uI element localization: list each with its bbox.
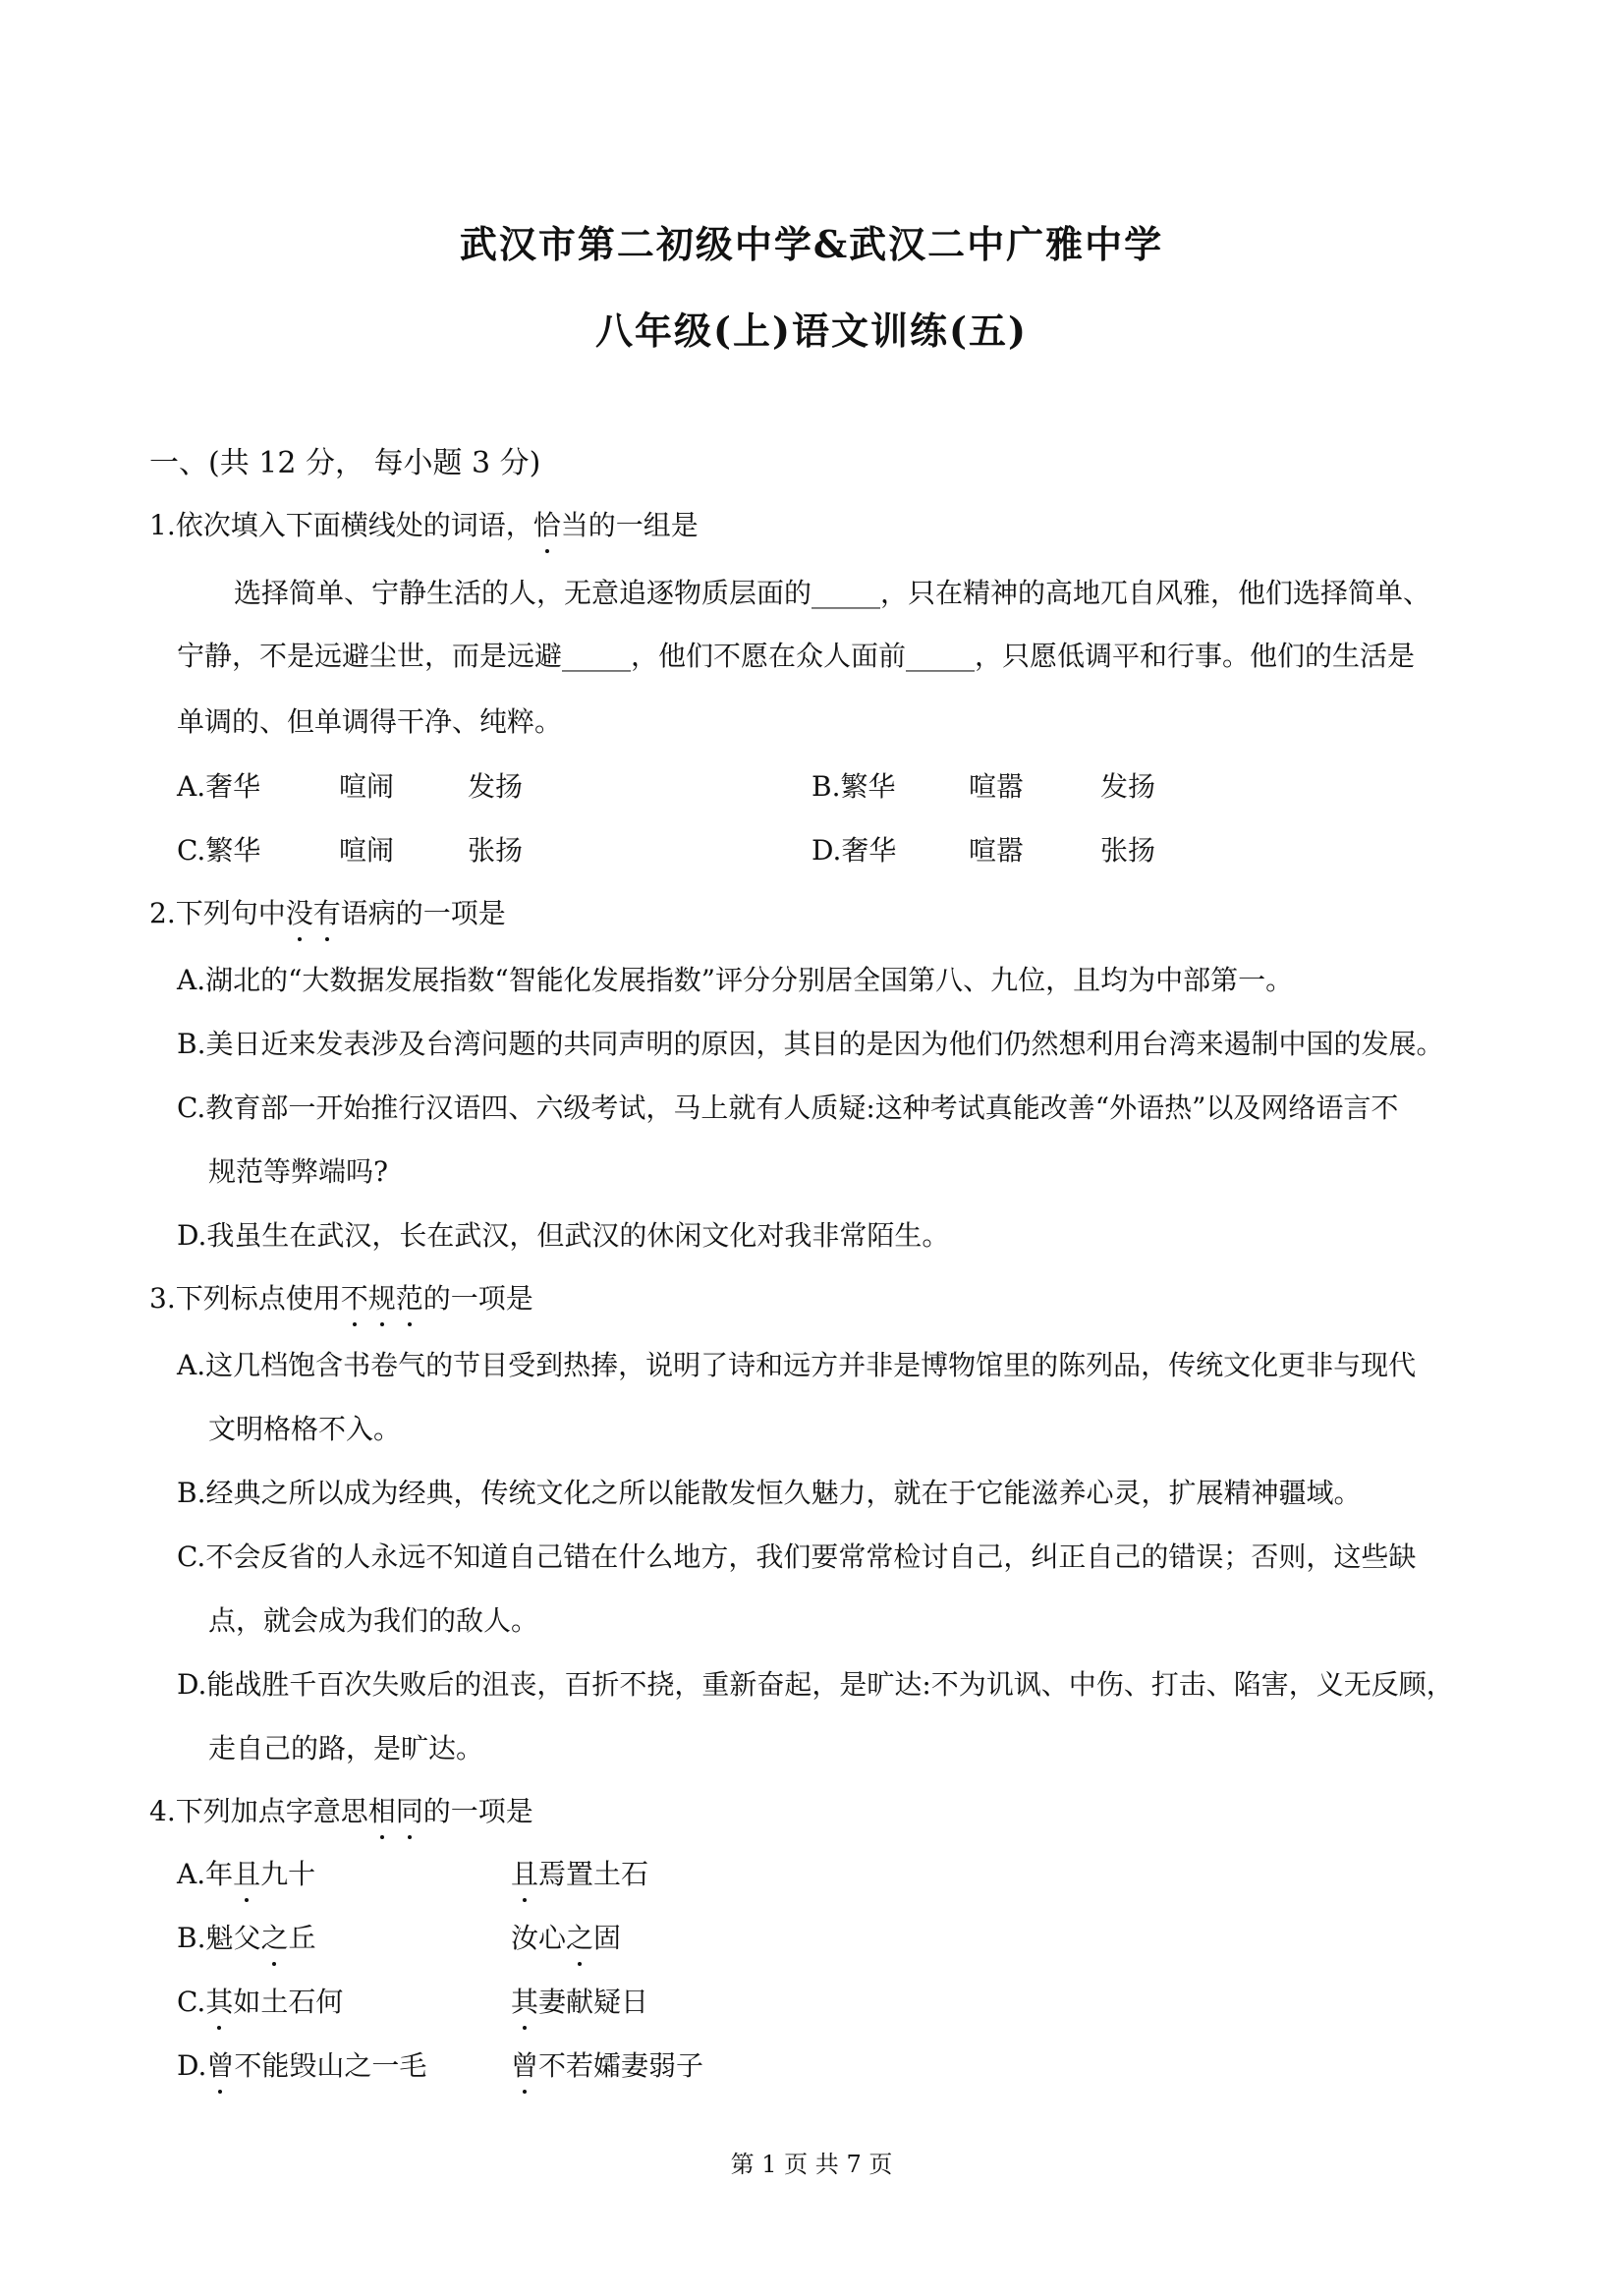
emphasis-char: 不 — [341, 1279, 368, 1318]
option-word: D.奢华 — [812, 834, 897, 867]
option-word: 发扬 — [1100, 770, 1156, 803]
stem-text: 语病的一项是 — [340, 897, 506, 929]
stem-text: 3.下列标点使用 — [149, 1282, 341, 1315]
question-3-option-d: D.能战胜千百次失败后的沮丧，百折不挠，重新奋起，是旷达:不为讥讽、中伤、打击、陷害，义无反顾， — [177, 1668, 1454, 1701]
stem-text: 1.依次填入下面横线处的词语， — [149, 509, 533, 541]
stem-text: 2.下列句中 — [149, 897, 286, 929]
question-1-option-c — [177, 831, 524, 870]
question-3-option-c-cont: 点，就会成为我们的敌人。 — [208, 1604, 539, 1637]
option-word: 喧闹 — [339, 770, 395, 803]
school-title: 武汉市第二初级中学&武汉二中广雅中学 — [459, 222, 1164, 266]
question-3-option-a: A.这几档饱含书卷气的节目受到热捧，说明了诗和远方并非是博物馆里的陈列品，传统文化更非与现代 — [177, 1349, 1417, 1381]
question-2-option-b: B.美日近来发表涉及台湾问题的共同声明的原因，其目的是因为他们仍然想利用台湾来遏制中国的发展。 — [177, 1028, 1444, 1060]
option-compare-text — [511, 1919, 621, 1958]
option-text: 固 — [593, 1922, 622, 1954]
option-word: A.奢华 — [177, 770, 261, 803]
page-number: 第 1 页 共 7 页 — [730, 2151, 893, 2178]
option-text: 不能毁山之一毛 — [234, 2049, 427, 2082]
option-word: 张扬 — [1100, 834, 1156, 867]
emphasis-char: 之 — [566, 1919, 593, 1958]
stem-text: 的一项是 — [422, 1795, 533, 1827]
option-word: 喧闹 — [339, 834, 395, 867]
option-word: 喧嚣 — [969, 770, 1025, 803]
option-compare-text — [511, 1983, 648, 2022]
option-text: 焉置土石 — [538, 1858, 649, 1890]
question-3-option-c: C.不会反省的人永远不知道自己错在什么地方，我们要常常检讨自己，纠正自己的错误；否则，这些缺 — [177, 1540, 1417, 1573]
option-word: 喧嚣 — [969, 834, 1025, 867]
emphasis-char: 范 — [396, 1279, 423, 1318]
option-text: D. — [177, 2049, 207, 2082]
question-1-option-b — [812, 767, 1156, 807]
question-1-passage-line: 宁静，不是远避尘世，而是远避_____，他们不愿在众人面前_____，只愿低调平和行事。他们的生活是 — [177, 640, 1416, 672]
emphasis-char: 没 — [286, 894, 313, 933]
option-text: 丘 — [288, 1922, 316, 1954]
question-1-stem — [149, 506, 699, 545]
option-word: 发扬 — [468, 770, 524, 803]
question-1-passage-line: 单调的、但单调得干净、纯粹。 — [177, 705, 563, 738]
emphasis-char: 恰 — [533, 506, 561, 545]
option-text: B.魁父 — [177, 1922, 261, 1954]
option-text: A.年 — [177, 1858, 234, 1890]
question-1-passage-line: 选择简单、宁静生活的人，无意追逐物质层面的_____，只在精神的高地兀自风雅，他们选择简单、 — [234, 577, 1431, 609]
option-word: B.繁华 — [812, 770, 896, 803]
question-1-option-a — [177, 767, 524, 807]
emphasis-char: 之 — [260, 1919, 288, 1958]
emphasis-char: 曾 — [511, 2046, 538, 2086]
exam-title: 八年级(上)语文训练(五) — [595, 308, 1028, 353]
emphasis-char: 其 — [511, 1983, 538, 2022]
emphasis-char: 且 — [233, 1855, 260, 1894]
question-3-option-d-cont: 走自己的路，是旷达。 — [208, 1732, 484, 1764]
option-word: C.繁华 — [177, 834, 261, 867]
emphasis-char: 相 — [368, 1792, 396, 1831]
question-4-option-d — [177, 2046, 704, 2086]
option-text: 不若孀妻弱子 — [538, 2049, 704, 2082]
stem-text: 当的一组是 — [560, 509, 699, 541]
question-4-option-c — [177, 1983, 649, 2022]
stem-text: 的一项是 — [422, 1282, 533, 1315]
question-2-option-d: D.我虽生在武汉，长在武汉，但武汉的休闲文化对我非常陌生。 — [177, 1219, 950, 1252]
option-text: 妻献疑日 — [538, 1986, 649, 2018]
option-text: C. — [177, 1986, 206, 2018]
emphasis-char: 曾 — [206, 2046, 234, 2086]
question-3-stem — [149, 1279, 533, 1318]
emphasis-char: 其 — [205, 1983, 233, 2022]
option-word: 张扬 — [468, 834, 524, 867]
emphasis-char: 规 — [368, 1279, 396, 1318]
question-2-option-c: C.教育部一开始推行汉语四、六级考试，马上就有人质疑:这种考试真能改善“外语热”以及网络语言不 — [177, 1092, 1399, 1124]
emphasis-char: 同 — [396, 1792, 423, 1831]
option-compare-text — [511, 2046, 703, 2086]
option-compare-text — [511, 1855, 648, 1894]
emphasis-char: 有 — [313, 894, 341, 933]
question-4-option-a — [177, 1855, 649, 1894]
question-1-option-d — [812, 831, 1156, 870]
option-text: 如土石何 — [233, 1986, 344, 2018]
question-3-option-b: B.经典之所以成为经典，传统文化之所以能散发恒久魅力，就在于它能滋养心灵，扩展精神疆域。 — [177, 1477, 1362, 1509]
stem-text: 4.下列加点字意思 — [149, 1795, 368, 1827]
question-4-option-b — [177, 1919, 622, 1958]
question-3-option-a-cont: 文明格格不入。 — [208, 1413, 402, 1445]
section-heading: 一、(共 12 分， 每小题 3 分) — [149, 446, 541, 480]
question-2-option-a: A.湖北的“大数据发展指数“智能化发展指数”评分分别居全国第八、九位，且均为中部第一。 — [177, 964, 1294, 996]
option-text: 九十 — [260, 1858, 316, 1890]
question-2-option-c-cont: 规范等弊端吗? — [208, 1155, 389, 1188]
option-text: 汝心 — [511, 1922, 567, 1954]
emphasis-char: 且 — [511, 1855, 538, 1894]
question-2-stem — [149, 894, 506, 933]
question-4-stem — [149, 1792, 533, 1831]
